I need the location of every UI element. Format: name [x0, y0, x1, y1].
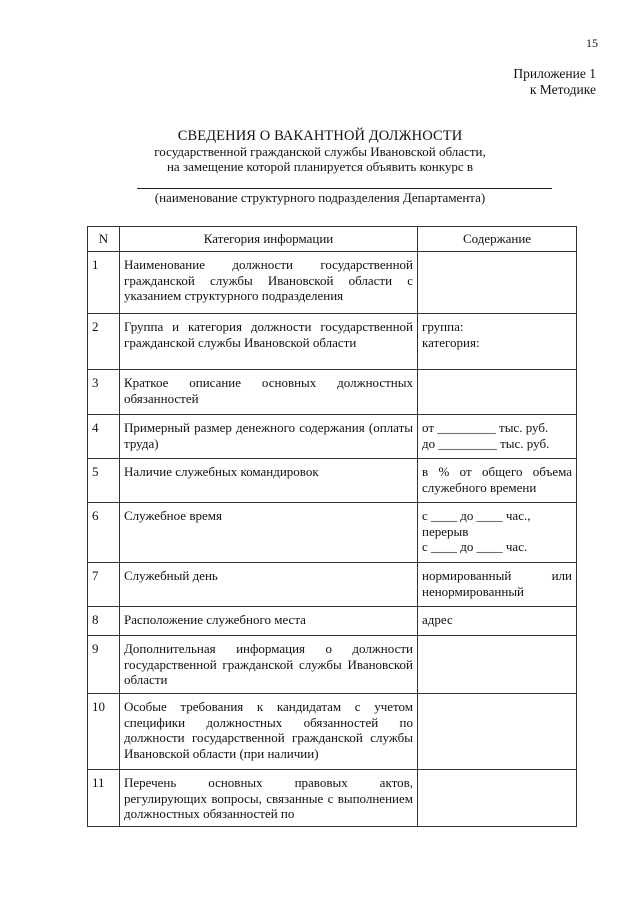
- row-content: [418, 636, 577, 694]
- row-number: 10: [88, 694, 120, 770]
- row-number: 3: [88, 370, 120, 415]
- row-content: [418, 370, 577, 415]
- row-category: Служебное время: [120, 503, 418, 563]
- row-category: Дополнительная информация о должности государственной гражданской службы Ивановской области: [120, 636, 418, 694]
- row-number: 11: [88, 770, 120, 827]
- table-row: [88, 459, 577, 503]
- appendix-line-1: Приложение 1: [513, 66, 596, 81]
- table-row: [88, 770, 577, 827]
- title-line-3: на замещение которой планируется объявить конкурс в: [166, 159, 474, 174]
- content-line: до _________ тыс. руб.: [422, 435, 550, 451]
- table-row: [88, 694, 577, 770]
- row-content: [418, 252, 577, 314]
- row-category: Наличие служебных командировок: [120, 459, 418, 503]
- row-content: в % от общего объема служебного времени: [418, 459, 577, 503]
- row-content: [418, 694, 577, 770]
- table-row: [88, 415, 577, 459]
- content-line: от _________ тыс. руб.: [422, 420, 549, 435]
- vacancy-info-table: [87, 226, 577, 827]
- table-row: [88, 370, 577, 415]
- row-content: [418, 415, 577, 459]
- row-category: Группа и категория должности государственной гражданской службы Ивановской области: [120, 314, 418, 370]
- document-title: [100, 128, 540, 174]
- appendix-line-2: к Методике: [529, 82, 596, 97]
- row-number: 1: [88, 252, 120, 314]
- table-row: [88, 252, 577, 314]
- content-line: с ____ до ____ час.,: [422, 508, 531, 523]
- table-row: [88, 503, 577, 563]
- blank-rule: [137, 188, 552, 189]
- row-content: [418, 314, 577, 370]
- row-number: 4: [88, 415, 120, 459]
- appendix-note: [513, 66, 596, 98]
- row-content: адрес: [418, 607, 577, 636]
- row-number: 2: [88, 314, 120, 370]
- rule-caption: (наименование структурного подразделения Департамента): [154, 190, 486, 205]
- row-category: Служебный день: [120, 563, 418, 607]
- title-line-2: государственной гражданской службы Ивановской области,: [154, 144, 486, 159]
- table-row: [88, 314, 577, 370]
- table-row: [88, 607, 577, 636]
- content-line: группа:: [422, 319, 464, 334]
- row-number: 7: [88, 563, 120, 607]
- header-category: Категория информации: [120, 227, 418, 252]
- row-category: Особые требования к кандидатам с учетом специфики должностных обязанностей по должности государственной гражданской службы Ивановской области (при наличии): [120, 694, 418, 770]
- title-main: СВЕДЕНИЯ О ВАКАНТНОЙ ДОЛЖНОСТИ: [177, 128, 463, 144]
- row-category: Расположение служебного места: [120, 607, 418, 636]
- row-content: нормированный или ненормированный: [418, 563, 577, 607]
- row-number: 5: [88, 459, 120, 503]
- content-line: категория:: [422, 334, 480, 350]
- row-category: Краткое описание основных должностных обязанностей: [120, 370, 418, 415]
- content-line: перерыв: [422, 523, 469, 539]
- row-number: 8: [88, 607, 120, 636]
- page-number: 15: [586, 36, 598, 50]
- table-row: [88, 563, 577, 607]
- row-category: Примерный размер денежного содержания (оплаты труда): [120, 415, 418, 459]
- row-content: [418, 503, 577, 563]
- content-line: с ____ до ____ час.: [422, 539, 528, 554]
- row-number: 9: [88, 636, 120, 694]
- row-content: [418, 770, 577, 827]
- row-category: Перечень основных правовых актов, регулирующих вопросы, связанные с выполнением должностных обязанностей по: [120, 770, 418, 827]
- header-content: Содержание: [418, 227, 577, 252]
- row-category: Наименование должности государственной гражданской службы Ивановской области с указанием структурного подразделения: [120, 252, 418, 314]
- table-row: [88, 636, 577, 694]
- table-header-row: [88, 227, 577, 252]
- row-number: 6: [88, 503, 120, 563]
- header-number: N: [88, 227, 120, 252]
